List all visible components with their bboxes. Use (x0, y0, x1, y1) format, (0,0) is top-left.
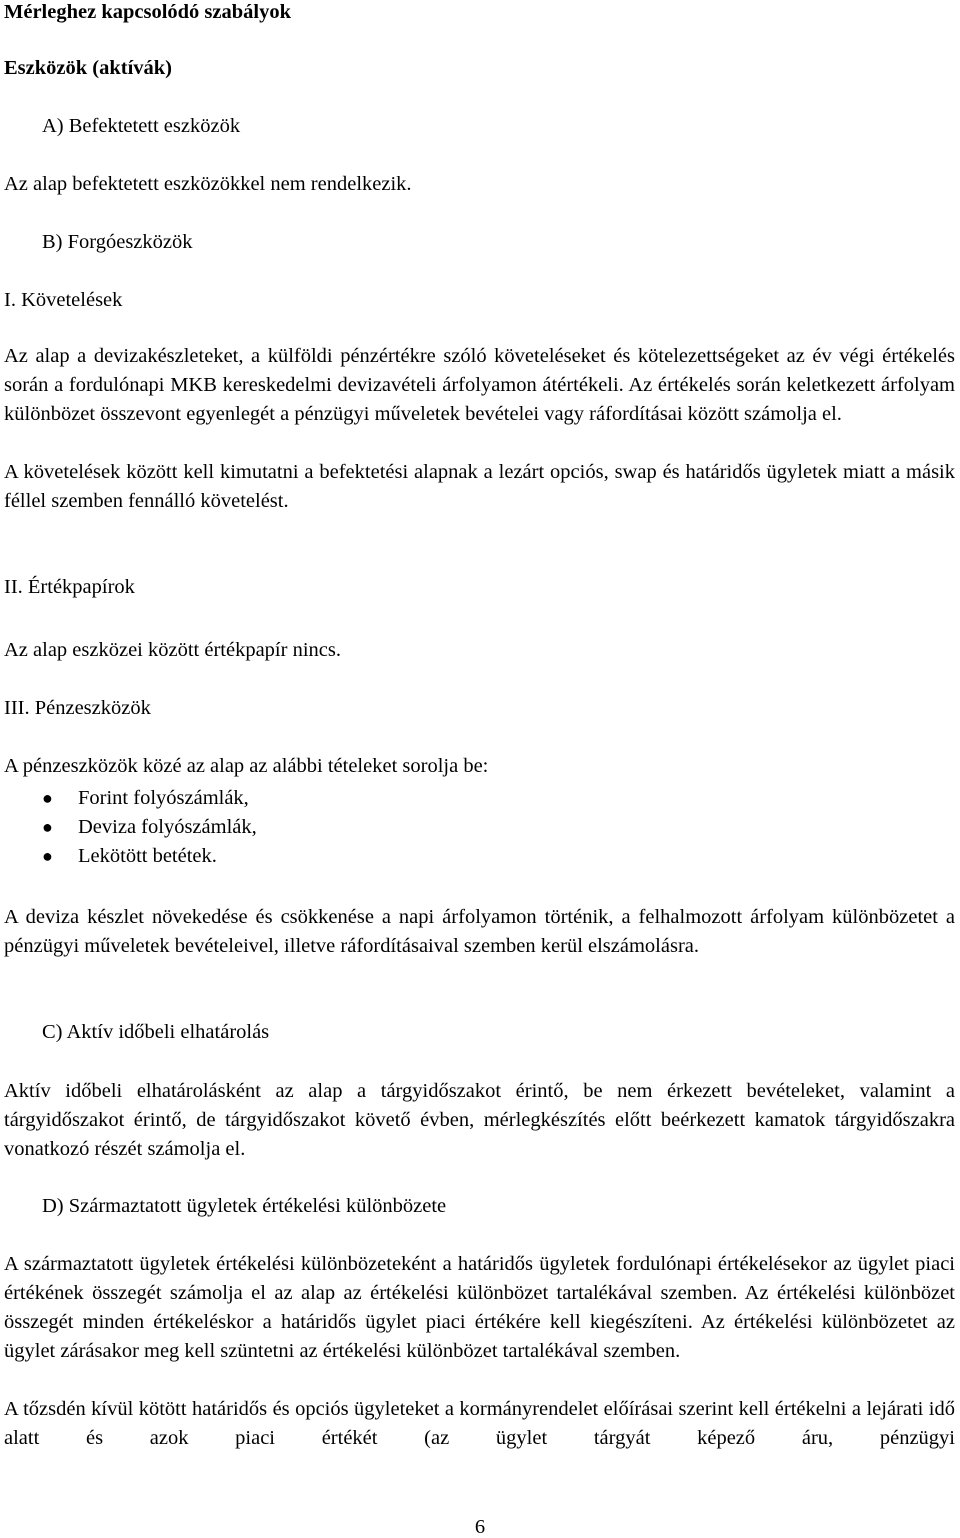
heading-accruals: C) Aktív időbeli elhatárolás (42, 1021, 270, 1043)
derivatives-paragraph-1: A származtatott ügyletek értékelési különbözeteként a határidős ügyletek fordulónapi értékelésekor az ügylet piaci értékének összegét számolja el az alap az értékelési különbözet tartalékával szemben. Az értékelési különbözet összegét minden értékeléskor a határidős ügylet piaci értékére kell kiegészíteni. Az értékelési különbözetet az ügylet zárásakor meg kell szüntetni az értékelési különbözet tartalékával szemben. (4, 1253, 955, 1362)
list-item-text: Lekötött betétek. (78, 845, 217, 867)
list-item-text: Forint folyószámlák, (78, 787, 249, 809)
receivables-paragraph-1: Az alap a devizakészleteket, a külföldi pénzértékre szóló követeléseket és kötelezettségeket az év végi értékelés során a fordulónapi MKB kereskedelmi devizavételi árfolyamon átértékeli. Az értékelés során keletkezett árfolyam különbözet összevont egyenlegét a pénzügyi műveletek bevételei vagy ráfordításai között számolja el. (4, 345, 955, 425)
page-number: 6 (474, 1516, 486, 1538)
heading-current-assets: B) Forgóeszközök (42, 231, 193, 253)
cash-paragraph: A deviza készlet növekedése és csökkenése a napi árfolyamon történik, a felhalmozott árfolyam különbözetet a pénzügyi műveletek bevételeivel, illetve ráfordításaival szemben kerül elszámolásra. (4, 906, 955, 957)
section-heading-assets: Eszközök (aktívák) (4, 57, 173, 79)
heading-cash: III. Pénzeszközök (4, 697, 151, 719)
bullet-icon: ● (42, 817, 53, 837)
heading-receivables: I. Követelések (4, 289, 123, 311)
list-item-text: Deviza folyószámlák, (78, 816, 257, 838)
list-item (42, 815, 257, 839)
accruals-paragraph: Aktív időbeli elhatárolásként az alap a tárgyidőszakot érintő, be nem érkezett bevételeket, valamint a tárgyidőszakot érintő, de tárgyidőszakot követő évben, mérlegkészítés előtt beérkezett kamatok tárgyidőszakra vonatkozó részét számolja el. (4, 1080, 955, 1160)
list-item (42, 786, 249, 810)
cash-intro: A pénzeszközök közé az alap az alábbi tételeket sorolja be: (4, 755, 489, 777)
page-title: Mérleghez kapcsolódó szabályok (4, 1, 291, 23)
bullet-icon: ● (42, 846, 53, 866)
bullet-icon: ● (42, 788, 53, 808)
heading-fixed-assets: A) Befektetett eszközök (42, 115, 241, 137)
derivatives-paragraph-2: A tőzsdén kívül kötött határidős és opciós ügyleteket a kormányrendelet előírásai szerint kell értékelni a lejárati idő alatt és azok piaci értékét (az ügylet tárgyát képező áru, pénzügyi (4, 1398, 955, 1449)
list-item (42, 844, 217, 868)
securities-text: Az alap eszközei között értékpapír nincs. (4, 639, 341, 661)
receivables-paragraph-2: A követelések között kell kimutatni a befektetési alapnak a lezárt opciós, swap és határidős ügyletek miatt a másik féllel szemben fennálló követelést. (4, 461, 955, 512)
heading-derivatives: D) Származtatott ügyletek értékelési különbözete (42, 1195, 447, 1217)
heading-securities: II. Értékpapírok (4, 576, 135, 598)
fixed-assets-text: Az alap befektetett eszközökkel nem rendelkezik. (4, 173, 412, 195)
